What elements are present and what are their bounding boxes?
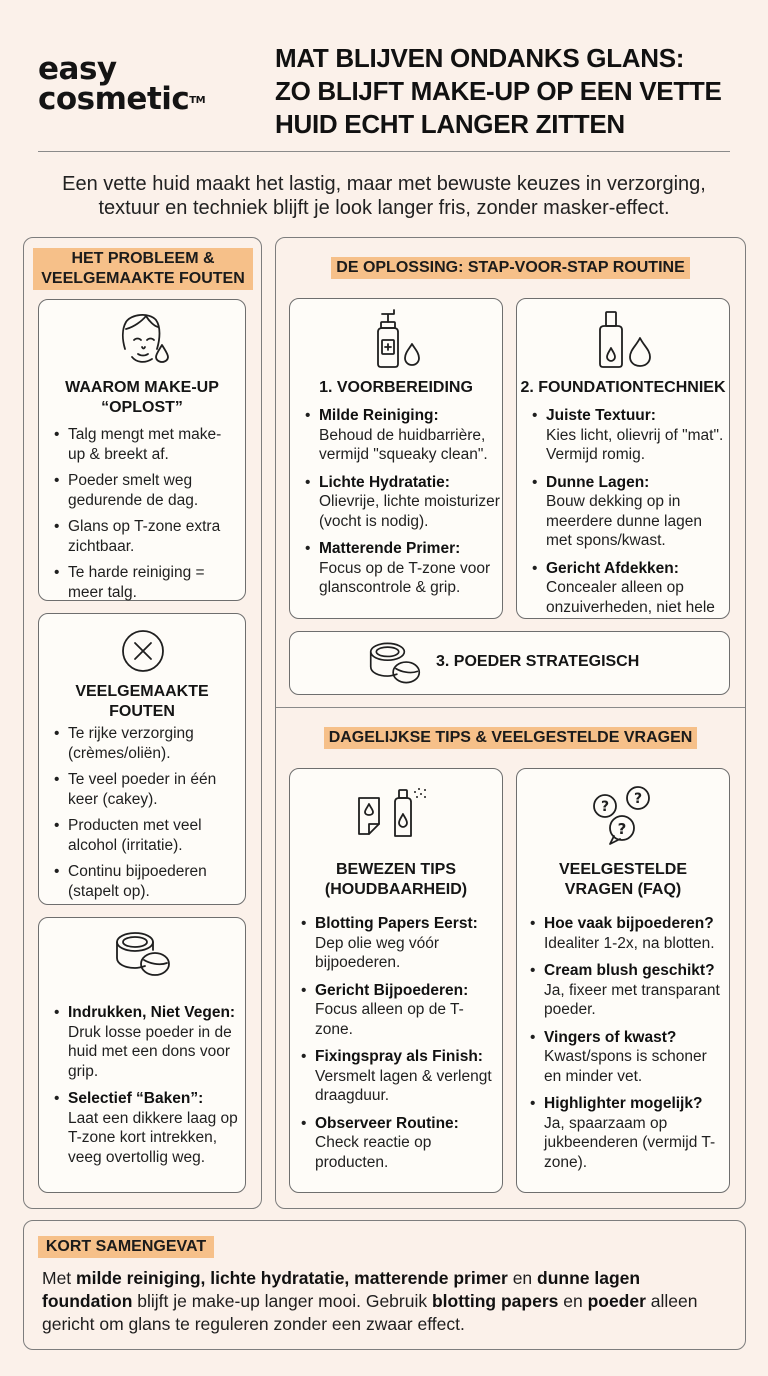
- item-text: Focus op de T-zone voor glanscontrole & grip.: [319, 559, 491, 596]
- summary-heading: KORT SAMENGEVAT: [38, 1236, 214, 1258]
- summary-text: [42, 1267, 730, 1336]
- intro-line: textuur en techniek blijft je look langer fris, zonder masker-effect.: [98, 197, 670, 219]
- item-text: Bouw dekking op in meerdere dunne lagen met spons/kwast.: [546, 493, 702, 549]
- summary-part: en: [558, 1291, 588, 1311]
- list-item: • Poeder smelt weg gedurende de dag.: [54, 471, 238, 510]
- svg-text:?: ?: [617, 820, 627, 838]
- item-label: Indrukken, Niet Vegen:: [68, 1004, 236, 1021]
- blotting-spray-icon: [355, 784, 431, 840]
- item-text: Concealer alleen op onzuiverheden, niet hele: [546, 579, 715, 616]
- step1-title: 1. VOORBEREIDING: [319, 379, 473, 396]
- list-item: • Continu bijpoederen (stapelt op).: [54, 862, 240, 901]
- mistakes-title-line: VEELGEMAAKTE: [75, 683, 209, 700]
- item-text: Check reactie op producten.: [315, 1134, 432, 1171]
- summary-part: alleen gericht om glans te reguleren zonder een zwaar effect.: [42, 1291, 698, 1334]
- item-text: Focus alleen op de T-zone.: [315, 1001, 464, 1038]
- list-item: [54, 1089, 244, 1167]
- item-label: Dunne Lagen:: [546, 473, 650, 491]
- step1-list: [305, 406, 501, 606]
- face-oil-drop-icon: [116, 309, 172, 367]
- faq-title: [518, 860, 728, 900]
- svg-text:?: ?: [633, 791, 643, 807]
- mistakes-list: [54, 724, 240, 908]
- tips-heading: DAGELIJKSE TIPS & VEELGESTELDE VRAGEN: [324, 727, 698, 749]
- foundation-bottle-icon: [594, 308, 654, 370]
- brand-logo: [38, 51, 248, 117]
- list-item: • Te rijke verzorging (crèmes/oliën).: [54, 724, 240, 763]
- powder-compact-icon: [113, 928, 173, 980]
- problem-heading-line: HET PROBLEEM &: [71, 250, 215, 267]
- item-label: Vingers of kwast?: [544, 1028, 677, 1046]
- item-label: Hoe vaak bijpoederen?: [544, 915, 714, 932]
- svg-text:?: ?: [600, 799, 610, 815]
- item-text: Druk losse poeder in de huid met een dons voor grip.: [68, 1023, 232, 1080]
- list-item: [532, 473, 728, 551]
- list-item: [301, 914, 499, 973]
- item-label: Observeer Routine:: [315, 1114, 459, 1132]
- item-text: Idealiter 1-2x, na blotten.: [544, 934, 715, 952]
- item-text: Kies licht, olievrij of "mat". Vermijd romig.: [546, 426, 724, 463]
- why-title: [40, 378, 244, 418]
- list-item: • Producten met veel alcohol (irritatie).: [54, 816, 240, 855]
- summary-part: blijft je make-up langer mooi. Gebruik: [132, 1291, 432, 1311]
- why-title-line: WAAROM MAKE-UP: [65, 379, 219, 396]
- list-item: [305, 473, 501, 532]
- solution-divider: [276, 707, 745, 708]
- problem-heading: [33, 248, 253, 290]
- list-item: [530, 1028, 728, 1087]
- intro-text: [30, 172, 738, 220]
- tips-heading-wrap: [275, 727, 746, 749]
- item-label: Fixingspray als Finish:: [315, 1048, 483, 1065]
- summary-part-bold: milde reiniging, lichte hydratatie, matterende primer: [76, 1268, 508, 1288]
- item-label: Gericht Bijpoederen:: [315, 981, 469, 999]
- question-bubbles-icon: [590, 784, 656, 848]
- proven-tips-title-line: (HOUDBAARHEID): [324, 881, 468, 898]
- faq-title-line: VRAGEN (FAQ): [564, 881, 682, 898]
- item-text: Behoud de huidbarrière, vermijd "squeaky clean".: [319, 426, 488, 463]
- item-label: Lichte Hydratatie:: [319, 473, 450, 491]
- item-text: Ja, fixeer met transparant poeder.: [544, 981, 720, 1018]
- item-label: Cream blush geschikt?: [544, 962, 715, 979]
- list-item: [301, 1047, 499, 1106]
- why-list: [54, 425, 238, 609]
- list-item: [532, 559, 728, 618]
- list-item: [305, 539, 501, 598]
- item-label: Gericht Afdekken:: [546, 559, 679, 577]
- faq-title-line: VEELGESTELDE: [558, 861, 688, 878]
- item-label: Selectief “Baken”:: [68, 1090, 204, 1107]
- solution-heading: DE OPLOSSING: STAP-VOOR-STAP ROUTINE: [331, 257, 689, 279]
- summary-part: Met: [42, 1268, 77, 1288]
- list-item: • Glans op T-zone extra zichtbaar.: [54, 517, 238, 556]
- list-item: [301, 981, 499, 1040]
- intro-line: Een vette huid maakt het lastig, maar met bewuste keuzes in verzorging,: [62, 173, 706, 195]
- item-text: Ja, spaarzaam op jukbeenderen (vermijd T-zone).: [544, 1114, 716, 1171]
- mistakes-title: [40, 682, 244, 722]
- powder-compact-icon: [367, 638, 423, 688]
- summary-part-bold: blotting papers: [431, 1291, 559, 1311]
- list-item: [530, 914, 728, 953]
- trademark-mark: TM: [189, 95, 206, 106]
- item-label: Juiste Textuur:: [546, 407, 656, 424]
- brand-line-1: easy: [38, 51, 117, 87]
- page-title: [275, 42, 755, 141]
- faq-list: [530, 914, 728, 1180]
- step2-list: [532, 406, 728, 625]
- item-text: Kwast/spons is schoner en minder vet.: [544, 1048, 707, 1085]
- item-label: Milde Reiniging:: [319, 407, 439, 424]
- powder-list: [54, 1003, 244, 1175]
- item-text: Dep olie weg vóór bijpoederen.: [315, 934, 440, 971]
- title-line: MAT BLIJVEN ONDANKS GLANS:: [275, 43, 685, 73]
- proven-tips-title-line: BEWEZEN TIPS: [335, 861, 456, 878]
- list-item: [530, 961, 728, 1020]
- proven-tips-title: [291, 860, 501, 900]
- list-item: [530, 1094, 728, 1172]
- title-line: HUID ECHT LANGER ZITTEN: [275, 109, 625, 139]
- solution-heading-wrap: [275, 257, 746, 279]
- x-circle-icon: [119, 627, 167, 675]
- item-label: Highlighter mogelijk?: [544, 1095, 703, 1112]
- summary-part: en: [507, 1268, 538, 1288]
- item-text: Laat een dikkere laag op T-zone kort intrekken, veeg overtollig weg.: [68, 1109, 238, 1166]
- mistakes-title-line: FOUTEN: [109, 703, 175, 720]
- step2-title: 2. FOUNDATIONTECHNIEK: [520, 379, 726, 396]
- problem-heading-line: VEELGEMAAKTE FOUTEN: [41, 270, 245, 287]
- summary-part-bold: poeder: [587, 1291, 646, 1311]
- summary-part-bold: dunne lagen foundation: [42, 1268, 641, 1311]
- proven-tips-list: [301, 914, 499, 1180]
- list-item: [532, 406, 728, 465]
- step3-title: 3. POEDER STRATEGISCH: [436, 653, 640, 670]
- item-label: Blotting Papers Eerst:: [315, 915, 478, 932]
- item-text: Olievrije, lichte moisturizer (vocht is nodig).: [319, 493, 500, 530]
- item-label: Matterende Primer:: [319, 540, 461, 557]
- cleanser-bottle-icon: [370, 308, 426, 370]
- list-item: • Te harde reiniging = meer talg.: [54, 563, 238, 602]
- header-divider: [38, 151, 730, 152]
- list-item: • Talg mengt met make-up & breekt af.: [54, 425, 238, 464]
- list-item: [54, 1003, 244, 1081]
- why-title-line: “OPLOST”: [101, 399, 183, 416]
- list-item: • Te veel poeder in één keer (cakey).: [54, 770, 240, 809]
- list-item: [301, 1114, 499, 1173]
- title-line: ZO BLIJFT MAKE-UP OP EEN VETTE: [275, 76, 722, 106]
- brand-line-2: cosmetic: [38, 81, 190, 117]
- list-item: [305, 406, 501, 465]
- item-text: Versmelt lagen & verlengt draagduur.: [315, 1067, 492, 1104]
